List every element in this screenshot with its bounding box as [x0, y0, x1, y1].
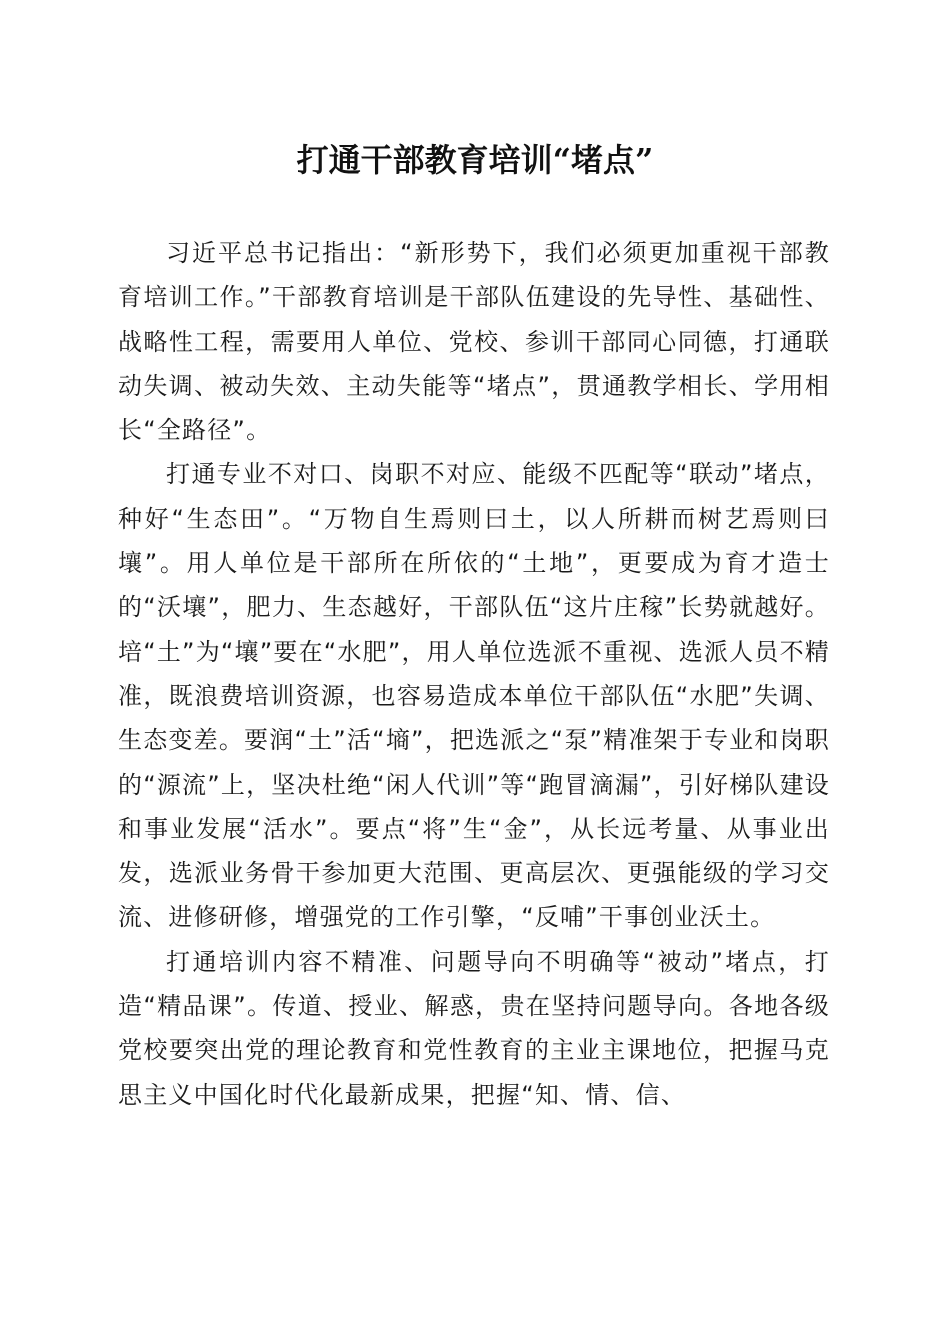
paragraph-2: 打通专业不对口、岗职不对应、能级不匹配等“联动”堵点，种好“生态田”。“万物自生焉则曰土，以人所耕而树艺焉则曰壤”。用人单位是干部所在所依的“土地”，更要成为育才造士的“沃壤”，肥力、生态越好，干部队伍“这片庄稼”长势就越好。培“土”为“壤”要在“水肥”，用人单位选派不重视、选派人员不精准，既浪费培训资源，也容易造成本单位干部队伍“水肥”失调、生态变差。要润“土”活“墒”，把选派之“泵”精准架于专业和岗职的“源流”上，坚决杜绝“闲人代训”等“跑冒滴漏”，引好梯队建设和事业发展“活水”。要点“将”生“金”，从长远考量、从事业出发，选派业务骨干参加更大范围、更高层次、更强能级的学习交流、进修研修，增强党的工作引擎，“反哺”干事创业沃土。: [118, 460, 830, 932]
document-body: [118, 231, 830, 1117]
paragraph-1: 习近平总书记指出：“新形势下，我们必须更加重视干部教育培训工作。”干部教育培训是干部队伍建设的先导性、基础性、战略性工程，需要用人单位、党校、参训干部同心同德，打通联动失调、被动失效、主动失能等“堵点”，贯通教学相长、学用相长“全路径”。: [118, 239, 830, 445]
document-title: 打通干部教育培训“堵点”: [296, 141, 654, 179]
paragraph-3: 打通培训内容不精准、问题导向不明确等“被动”堵点，打造“精品课”。传道、授业、解惑，贵在坚持问题导向。各地各级党校要突出党的理论教育和党性教育的主业主课地位，把握马克思主义中国化时代化最新成果，把握“知、情、信、: [118, 947, 830, 1109]
